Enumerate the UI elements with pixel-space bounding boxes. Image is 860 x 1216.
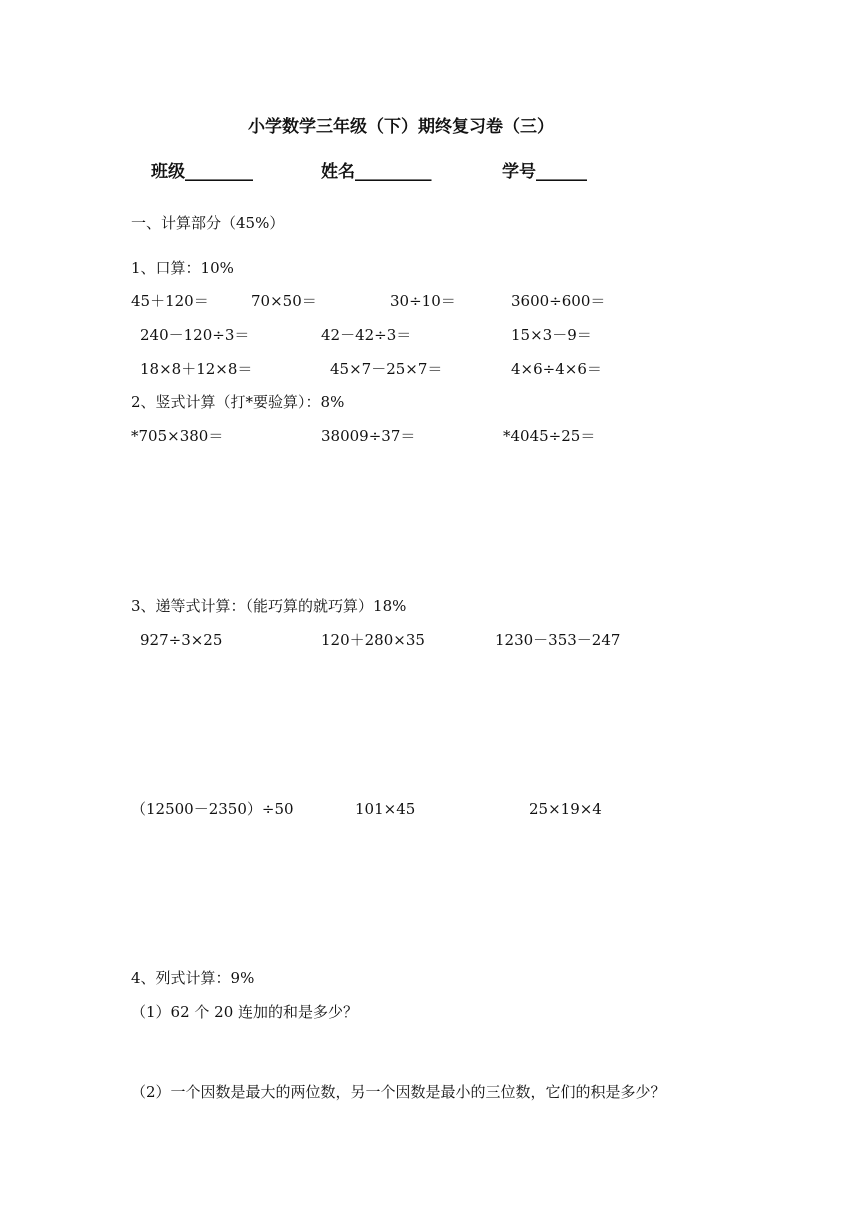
problem-item: 3600÷600＝ [511,292,606,310]
problem-item: 25×19×4 [529,800,602,818]
problem-item: 45＋120＝ [131,292,209,310]
problem-item: 927÷3×25 [140,631,223,649]
q2-label: 2、竖式计算（打*要验算）：8% [131,393,345,411]
q4-problem-1: （1）62 个 20 连加的和是多少？ [131,1003,359,1021]
problem-item: 101×45 [355,800,416,818]
problem-item: （12500－2350）÷50 [131,800,294,818]
problem-item: 30÷10＝ [390,292,456,310]
q4-label: 4、列式计算：9% [131,969,255,987]
problem-item: 42－42÷3＝ [321,326,412,344]
problem-item: *4045÷25＝ [503,427,596,445]
problem-item: 120＋280×35 [321,631,425,649]
problem-item: 38009÷37＝ [321,427,416,445]
section-heading: 一、计算部分（45%） [131,214,285,232]
problem-item: 240－120÷3＝ [140,326,250,344]
q3-label: 3、递等式计算：（能巧算的就巧算）18% [131,597,407,615]
problem-item: *705×380＝ [131,427,224,445]
problem-item: 70×50＝ [251,292,317,310]
problem-item: 18×8＋12×8＝ [140,360,253,378]
class-field: 班级________ [151,162,253,182]
page-title: 小学数学三年级（下）期终复习卷（三） [248,117,554,137]
problem-item: 15×3－9＝ [511,326,592,344]
q1-label: 1、口算：10% [131,259,234,277]
problem-item: 45×7－25×7＝ [330,360,443,378]
name-field: 姓名_________ [321,162,432,182]
student-number-field: 学号______ [502,162,587,182]
problem-item: 1230－353－247 [495,631,621,649]
problem-item: 4×6÷4×6＝ [511,360,602,378]
q4-problem-2: （2）一个因数是最大的两位数，另一个因数是最小的三位数，它们的积是多少？ [131,1083,666,1101]
